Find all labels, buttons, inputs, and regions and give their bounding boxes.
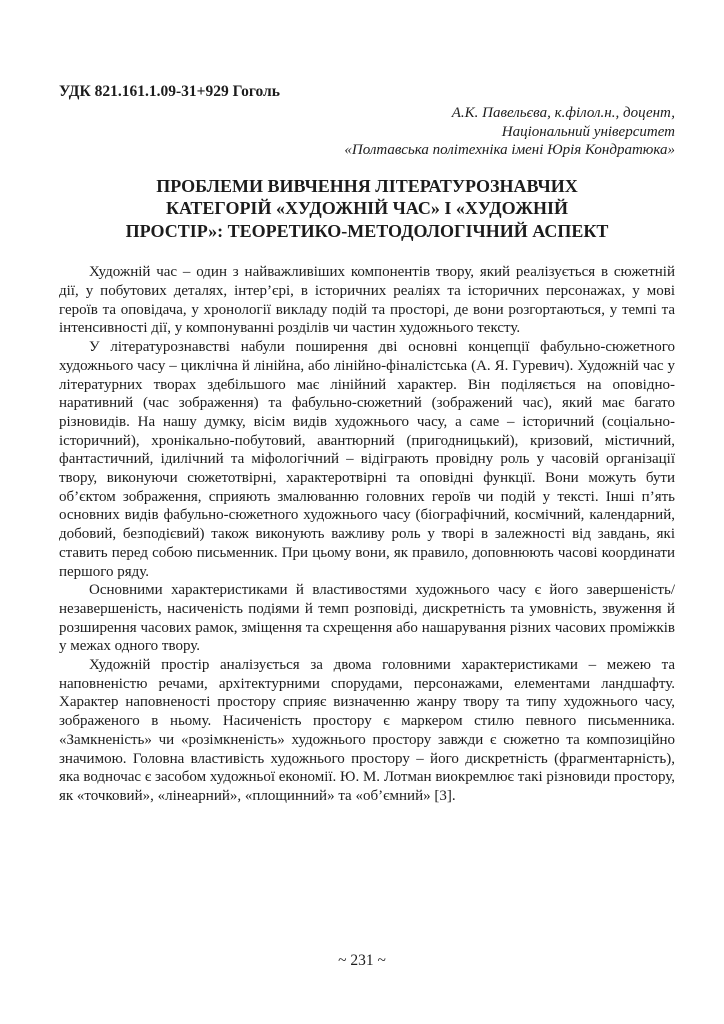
article-title-line-1: ПРОБЛЕМИ ВИВЧЕННЯ ЛІТЕРАТУРОЗНАВЧИХ [156, 175, 578, 196]
paragraph-3: Основними характеристиками й властивостями художнього часу є його завершеність/незавершеність, насиченість подіями й темп розповіді, дискретність та умовність, звуження й розширення часових рамок, зміщення та схрещення або нашарування різних часових проміжків у межах одного твору. [59, 582, 675, 655]
paragraph-1: Художній час – один з найважливіших компонентів твору, який реалізується в сюжетній дії, у побутових деталях, інтер’єрі, в історичних реаліях та історичних персонажах, у мові героїв та оповідача, у хронології викладу подій та просторі, де вони розгортаються, у темпі та інтенсивності дії, у компонуванні розділів чи частин художнього тексту. [59, 264, 675, 337]
article-body [59, 263, 675, 805]
page-number: ~ 231 ~ [338, 952, 386, 969]
author-institution-line: «Полтавська політехніка імені Юрія Кондратюка» [344, 142, 675, 158]
author-name-line: А.К. Павельєва, к.філол.н., доцент, [451, 105, 675, 121]
article-title-line-2: КАТЕГОРІЙ «ХУДОЖНІЙ ЧАС» І «ХУДОЖНІЙ [165, 198, 569, 219]
author-affiliation-line: Національний університет [501, 123, 675, 140]
paragraph-2: У літературознавстві набули поширення дві основні концепції фабульно-сюжетного художнього часу – циклічна й лінійна, або лінійно-фіналістська (А. Я. Гуревич). Художній час у літературних творах здебільшого має лінійний характер. Він поділяється на оповідно-наративний (час зображення) та фабульно-сюжетний (зображений час), який має багато різновидів. На нашу думку, вісім видів художнього часу, а саме – історичний (соціально-історичний), хронікально-побутовий, авантюрний (пригодницький), кризовий, містичний, фантастичний, ідилічний та міфологічний – відіграють провідну роль у часовій організації твору, виконуючи сюжетотвірні, характеротвірні та оповідні функції. Вони можуть бути об’єктом зображення, сприяють змалюванню головних героїв чи подій у тексті. Інші п’ять основних видів фабульно-сюжетного художнього часу (біографічний, космічний, календарний, добовий, безподієвий) також виконують важливу роль у творі в залежності від завдань, які ставить перед собою письменник. При цьому вони, як правило, доповнюють часові координати першого ряду. [59, 339, 675, 580]
paragraph-4: Художній простір аналізується за двома головними характеристиками – межею та наповненістю речами, архітектурними спорудами, персонажами, елементами ландшафту. Характер наповненості простору сприяє визначенню жанру твору та типу художнього часу, зображеного в ньому. Насиченість простору є маркером стилю певного письменника. «Замкненість» чи «розімкненість» художнього простору завжди є сюжетно та композиційно значимою. Головна властивість художнього простору – його дискретність (фрагментарність), яка водночас є засобом художньої економії. Ю. М. Лотман виокремлює такі різновиди простору, як «точковий», «лінеарний», «площинний» та «об’ємний» [3]. [59, 657, 675, 804]
udc-code: УДК 821.161.1.09-31+929 Гоголь [59, 83, 280, 100]
article-title [59, 175, 675, 243]
author-block [59, 104, 675, 160]
article-title-line-3: ПРОСТІР»: ТЕОРЕТИКО-МЕТОДОЛОГІЧНИЙ АСПЕКТ [125, 220, 609, 241]
